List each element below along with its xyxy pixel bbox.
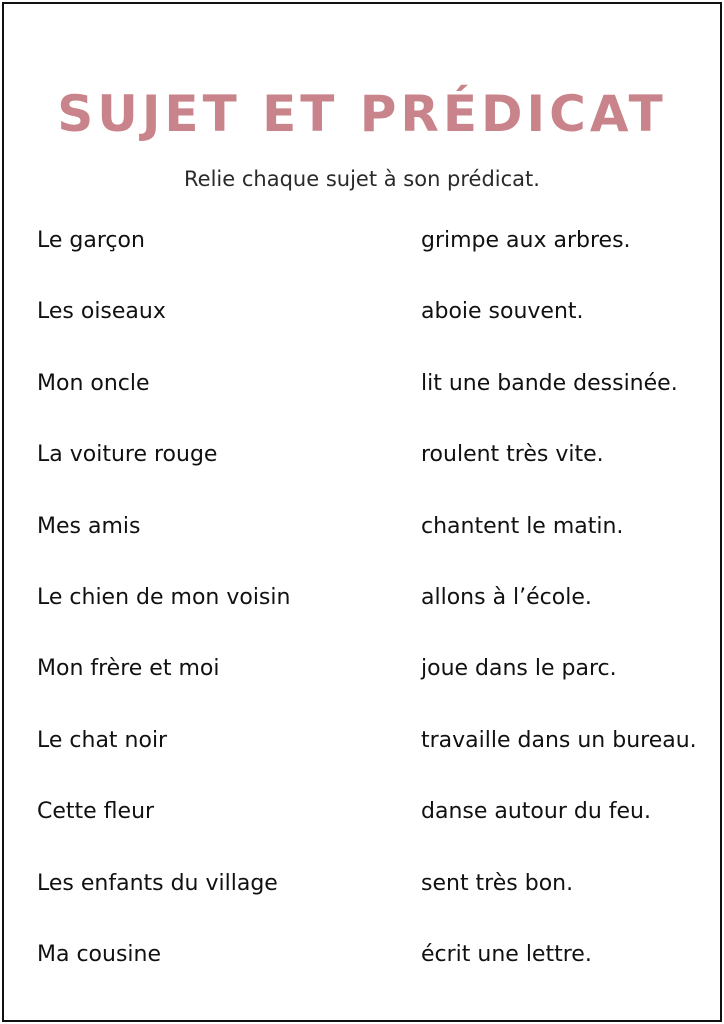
subject-item: Le garçon	[37, 228, 145, 253]
predicate-item: danse autour du feu.	[421, 799, 651, 825]
predicate-item: roulent très vite.	[421, 442, 604, 468]
predicate-item: sent très bon.	[421, 870, 574, 896]
subject-item: La voiture rouge	[37, 442, 218, 468]
subject-item: Les enfants du village	[37, 870, 278, 896]
worksheet-instruction: Relie chaque sujet à son prédicat.	[184, 167, 540, 191]
subject-item: Cette fleur	[37, 799, 155, 825]
subject-item: Le chat noir	[37, 727, 168, 753]
subject-item: Mes amis	[37, 513, 141, 539]
subject-item: Les oiseaux	[37, 299, 166, 325]
predicates-column	[421, 221, 711, 1006]
subject-item: Le chien de mon voisin	[37, 584, 291, 610]
predicate-item: travaille dans un bureau.	[421, 727, 697, 753]
worksheet-title: SUJET ET PRÉDICAT	[57, 84, 667, 143]
subject-item: Mon frère et moi	[37, 656, 220, 682]
predicate-item: écrit une lettre.	[421, 941, 592, 967]
predicate-item: allons à l’école.	[421, 584, 592, 610]
subject-item: Ma cousine	[37, 941, 162, 967]
subjects-column	[37, 221, 377, 1006]
predicate-item: chantent le matin.	[421, 513, 624, 539]
predicate-item: aboie souvent.	[421, 299, 584, 325]
predicate-item: lit une bande dessinée.	[421, 370, 678, 396]
subject-item: Mon oncle	[37, 370, 150, 396]
predicate-item: grimpe aux arbres.	[421, 228, 631, 253]
predicate-item: joue dans le parc.	[421, 656, 617, 682]
worksheet-page	[2, 2, 722, 1022]
